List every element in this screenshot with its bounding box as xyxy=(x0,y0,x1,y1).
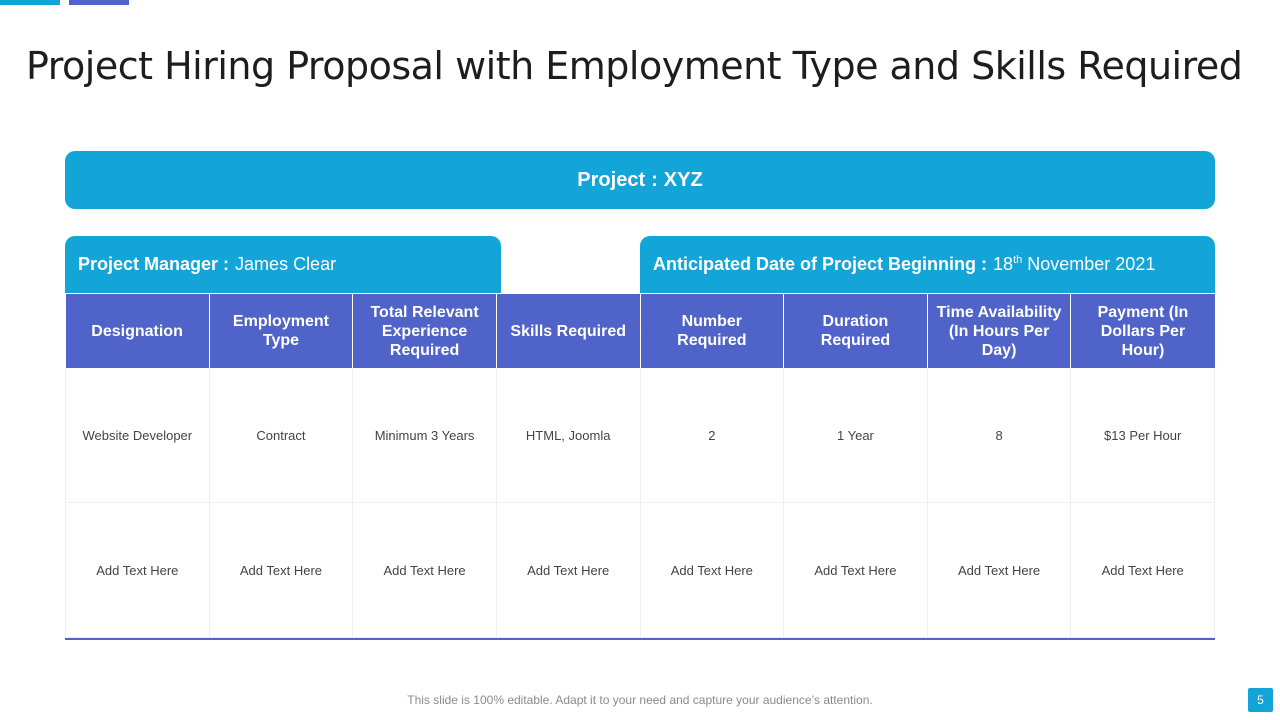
table-cell: HTML, Joomla xyxy=(496,368,640,503)
project-label: Project xyxy=(577,168,646,191)
table-cell: 2 xyxy=(640,368,784,503)
table-cell: Add Text Here xyxy=(209,503,353,638)
table-cell: Minimum 3 Years xyxy=(353,368,497,503)
table-cell: Add Text Here xyxy=(66,503,210,638)
table-cell: Add Text Here xyxy=(353,503,497,638)
table-cell: 1 Year xyxy=(784,368,928,503)
table-cell: Website Developer xyxy=(66,368,210,503)
slide-title: Project Hiring Proposal with Employment Type and Skills Required xyxy=(26,44,1243,89)
header-duration: Duration Required xyxy=(784,294,928,368)
hiring-table xyxy=(65,294,1215,638)
hiring-table-container xyxy=(65,294,1215,640)
start-date-value xyxy=(993,254,1155,275)
header-time-availability: Time Availability (In Hours Per Day) xyxy=(927,294,1071,368)
table-row xyxy=(66,368,1215,503)
project-name: XYZ xyxy=(663,168,703,191)
project-separator: : xyxy=(651,168,658,191)
project-manager-value: James Clear xyxy=(235,254,337,274)
table-cell: Add Text Here xyxy=(496,503,640,638)
table-cell: 8 xyxy=(927,368,1071,503)
header-designation: Designation xyxy=(66,294,210,368)
accent-tab-indigo xyxy=(69,0,129,5)
project-manager-box xyxy=(65,236,501,293)
table-cell: $13 Per Hour xyxy=(1071,368,1215,503)
project-banner xyxy=(65,151,1215,209)
header-skills: Skills Required xyxy=(496,294,640,368)
start-date-day: 18 xyxy=(993,254,1014,274)
page-number-badge: 5 xyxy=(1248,688,1273,712)
table-header-row xyxy=(66,294,1215,368)
project-manager-label: Project Manager : xyxy=(78,254,230,274)
start-date-label: Anticipated Date of Project Beginning : xyxy=(653,254,988,274)
start-date-suffix: th xyxy=(1013,254,1023,266)
slide-footer: This slide is 100% editable. Adapt it to your need and capture your audience’s attention. xyxy=(407,693,873,707)
header-employment-type: Employment Type xyxy=(209,294,353,368)
start-date-rest: November 2021 xyxy=(1027,254,1156,274)
table-cell: Add Text Here xyxy=(927,503,1071,638)
table-cell: Add Text Here xyxy=(640,503,784,638)
table-cell: Add Text Here xyxy=(784,503,928,638)
header-experience: Total Relevant Experience Required xyxy=(353,294,497,368)
table-row xyxy=(66,503,1215,638)
table-cell: Contract xyxy=(209,368,353,503)
start-date-box xyxy=(640,236,1215,293)
header-payment: Payment (In Dollars Per Hour) xyxy=(1071,294,1215,368)
header-number: Number Required xyxy=(640,294,784,368)
accent-tab-cyan xyxy=(0,0,60,5)
table-cell: Add Text Here xyxy=(1071,503,1215,638)
